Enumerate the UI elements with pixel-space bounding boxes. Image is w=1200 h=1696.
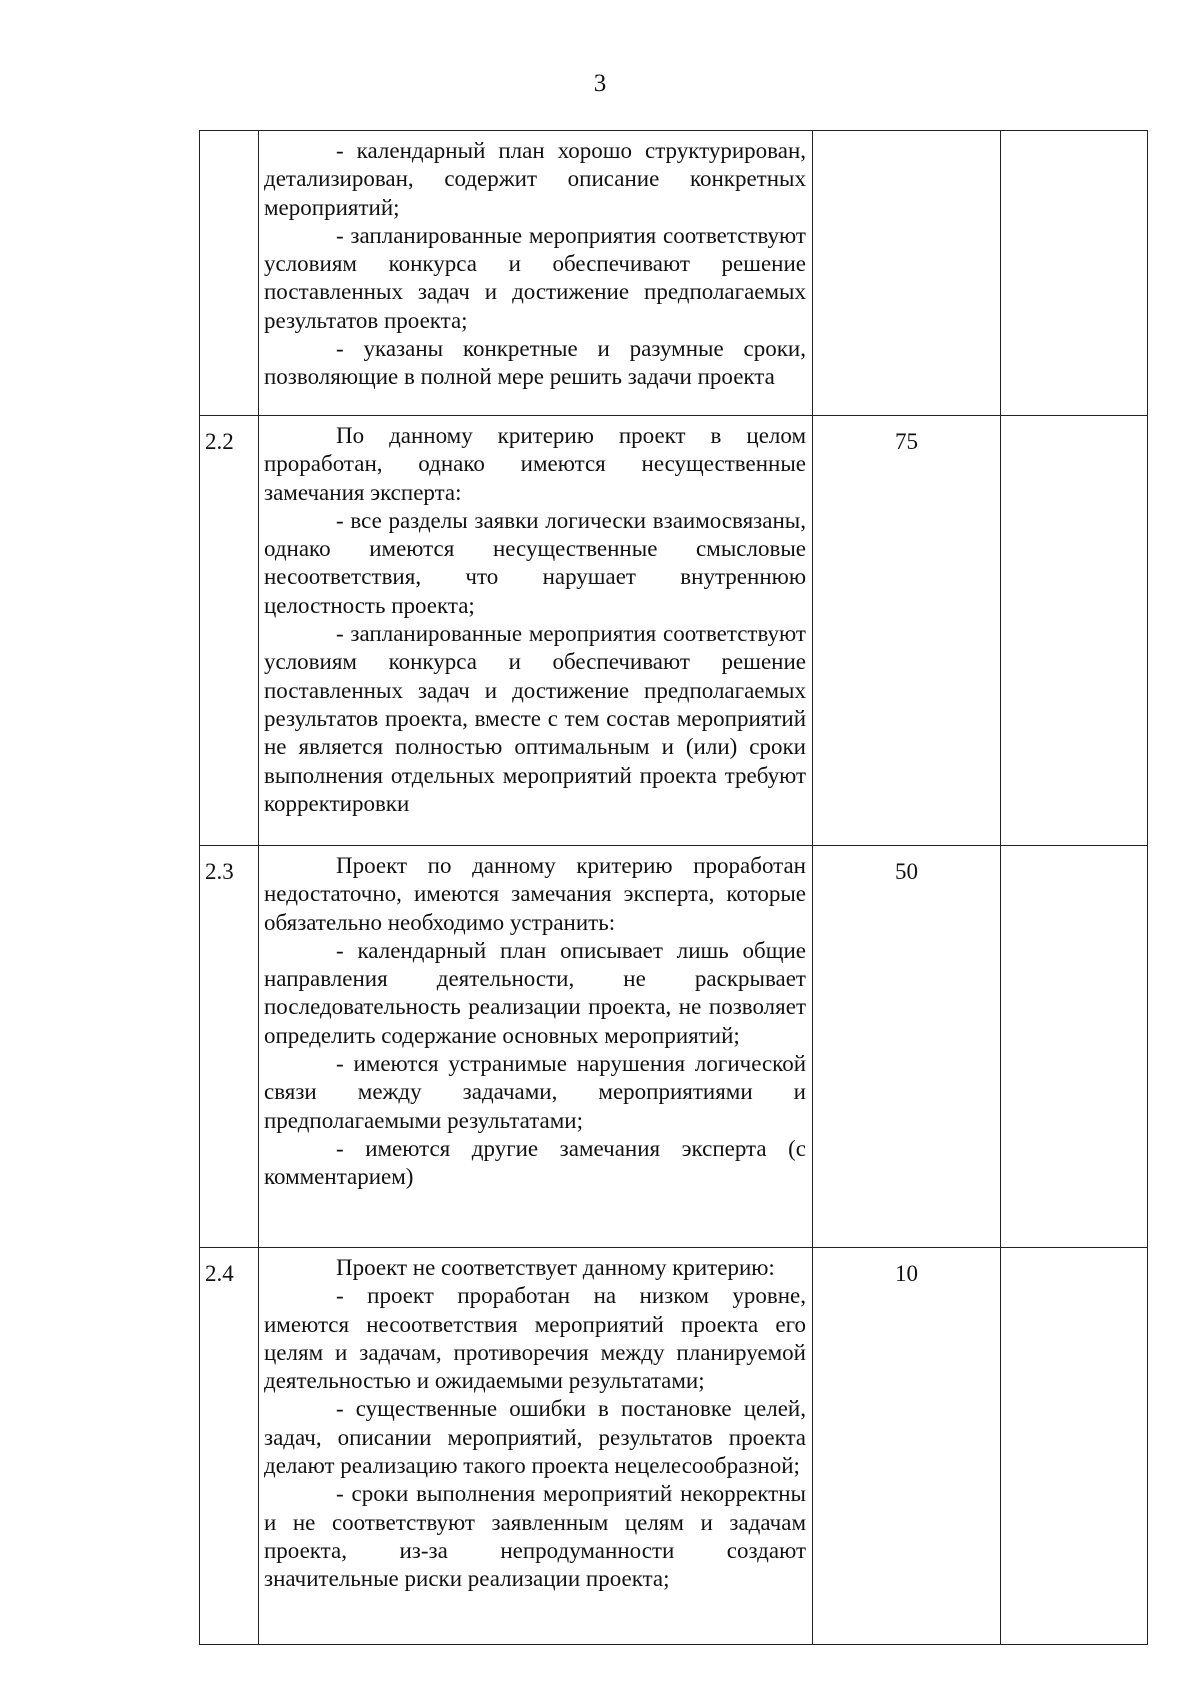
criterion-paragraph: Проект не соответствует данному критерию: [336, 1255, 775, 1280]
criterion-text-cell [259, 846, 813, 1248]
row-number-cell: 2.3 [200, 846, 259, 1248]
criterion-paragraph: - проект проработан на низком уровне, имеются несоответствия мероприятий проекта его целям и задачам, противоречия между планируемой деятельностью и ожидаемыми результатами; [264, 1283, 806, 1394]
criterion-paragraph: - запланированные мероприятия соответствуют условиям конкурса и обеспечивают решение поставленных задач и достижение предполагаемых результатов проекта; [264, 222, 806, 333]
criterion-paragraph: - имеются устранимые нарушения логической связи между задачами, мероприятиями и предполагаемыми результатами; [264, 1051, 806, 1133]
score-cell: 50 [813, 846, 1001, 1248]
criterion-paragraph: - указаны конкретные и разумные сроки, позволяющие в полной мере решить задачи проекта [264, 336, 806, 390]
table-row [200, 846, 1148, 1248]
empty-cell [1001, 131, 1148, 416]
score-cell: 10 [813, 1248, 1001, 1645]
score-cell: 75 [813, 416, 1001, 846]
criterion-text-cell [259, 1248, 813, 1645]
criterion-paragraph: - сроки выполнения мероприятий некорректны и не соответствуют заявленным целям и задачам проекта, из-за непродуманности создают значительные риски реализации проекта; [264, 1481, 806, 1592]
criterion-paragraph: По данному критерию проект в целом проработан, однако имеются несущественные замечания эксперта: [264, 423, 806, 505]
page-number: 3 [593, 70, 607, 97]
row-number-cell: 2.4 [200, 1248, 259, 1645]
row-number-cell [200, 131, 259, 416]
score-cell [813, 131, 1001, 416]
row-number-cell: 2.2 [200, 416, 259, 846]
criterion-text-cell [259, 131, 813, 416]
table-row [200, 416, 1148, 846]
empty-cell [1001, 846, 1148, 1248]
criterion-text-cell [259, 416, 813, 846]
criterion-paragraph: - календарный план хорошо структурирован, детализирован, содержит описание конкретных мероприятий; [264, 138, 806, 220]
empty-cell [1001, 416, 1148, 846]
criterion-paragraph: Проект по данному критерию проработан недостаточно, имеются замечания эксперта, которые обязательно необходимо устранить: [264, 853, 806, 935]
criterion-paragraph: - календарный план описывает лишь общие направления деятельности, не раскрывает последовательность реализации проекта, не позволяет определить содержание основных мероприятий; [264, 937, 806, 1048]
criterion-paragraph: - имеются другие замечания эксперта (с комментарием) [264, 1135, 806, 1190]
table-row [200, 1248, 1148, 1645]
table-row [200, 131, 1148, 416]
criterion-paragraph: - все разделы заявки логически взаимосвязаны, однако имеются несущественные смысловые несоответствия, что нарушает внутреннюю целостность проекта; [264, 507, 806, 618]
criterion-paragraph: - существенные ошибки в постановке целей, задач, описании мероприятий, результатов проекта делают реализацию такого проекта нецелесообразной; [264, 1396, 806, 1479]
criterion-paragraph: - запланированные мероприятия соответствуют условиям конкурса и обеспечивают решение поставленных задач и достижение предполагаемых результатов проекта, вместе с тем состав мероприятий не является полностью оптимальным и (или) сроки выполнения отдельных мероприятий проекта требуют корректировки [264, 621, 806, 816]
empty-cell [1001, 1248, 1148, 1645]
criteria-table [199, 130, 1148, 1645]
